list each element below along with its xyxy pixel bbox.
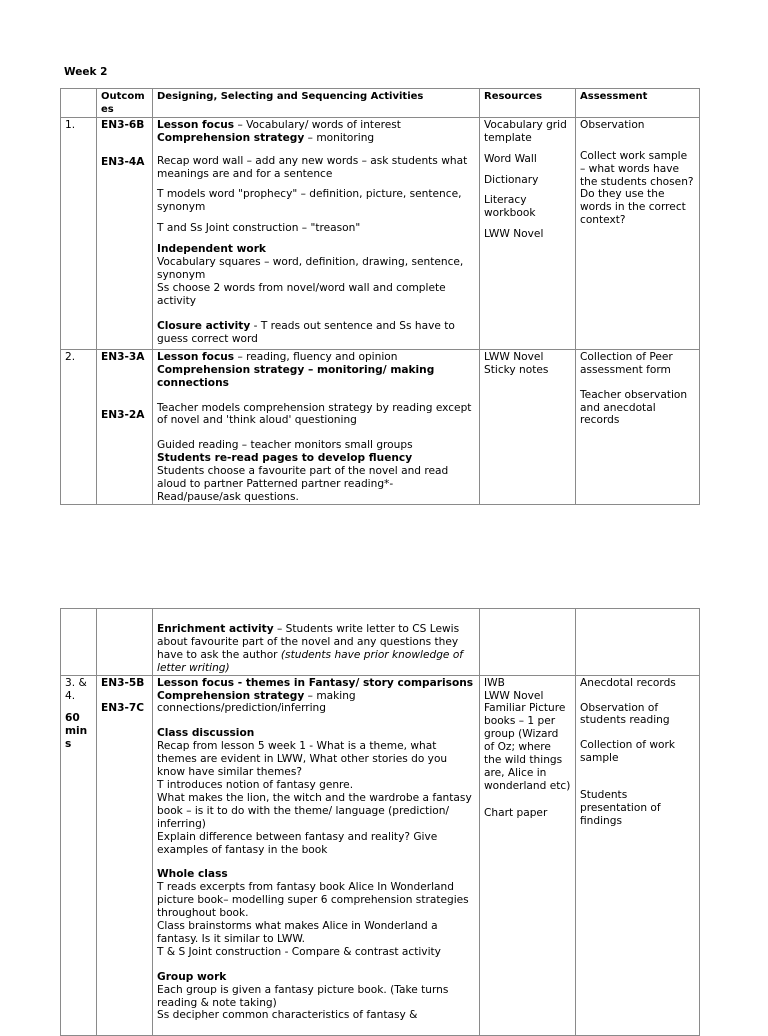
lesson-focus-text: – reading, fluency and opinion xyxy=(234,350,398,363)
session-number xyxy=(61,675,97,1035)
resource-item: LWW Novel xyxy=(484,350,544,363)
lesson-plan-table-2 xyxy=(60,608,700,1036)
activity-text: Recap from lesson 5 week 1 - What is a theme, what themes are evident in LWW, What other stories do you know have similar themes? xyxy=(157,740,448,779)
session-number xyxy=(61,609,97,676)
section-heading: Class discussion xyxy=(157,727,255,740)
strategy-label: Comprehension strategy xyxy=(157,131,305,144)
section-heading: Group work xyxy=(157,970,227,983)
activity-text: Class brainstorms what makes Alice in Wonderland a fantasy. Is it similar to LWW. xyxy=(157,920,438,945)
assessment-cell xyxy=(576,349,700,504)
session-number: 1. xyxy=(61,117,97,349)
activity-text: Ss choose 2 words from novel/word wall and complete activity xyxy=(157,281,446,307)
enrichment-label: Enrichment activity xyxy=(157,623,274,635)
week-label: Week 2 xyxy=(64,66,108,78)
resource-item: Word Wall xyxy=(484,152,537,165)
activities-cell xyxy=(153,349,480,504)
activity-text: Vocabulary squares – word, definition, drawing, sentence, synonym xyxy=(157,256,464,281)
outcomes-cell xyxy=(97,675,153,1035)
lesson-focus-text: – Vocabulary/ words of interest xyxy=(234,118,401,131)
assessment-item: Collect work sample – what words have the students chosen? Do they use the words in the correct context? xyxy=(580,149,694,227)
activity-text: What makes the lion, the witch and the wardrobe a fantasy book – is it to do with the theme/ language (prediction/ inferring) xyxy=(157,791,472,830)
resource-item: LWW Novel xyxy=(484,689,544,702)
strategy-text: – making connections/prediction/inferring xyxy=(157,689,356,715)
assessment-item: Collection of Peer assessment form xyxy=(580,350,673,376)
outcomes-cell xyxy=(97,349,153,504)
activity-text: T & S Joint construction - Compare & contrast activity xyxy=(157,945,441,958)
strategy-label: Comprehension strategy xyxy=(157,689,305,702)
resource-item: LWW Novel xyxy=(484,228,544,241)
section-heading: Independent work xyxy=(157,243,266,256)
assessment-item: Students presentation of findings xyxy=(580,789,661,827)
outcome-code: EN3-3A xyxy=(101,350,145,363)
header-row xyxy=(61,89,700,118)
enrichment-note: (students have prior knowledge of letter writing) xyxy=(157,648,464,674)
assessment-item: Collection of work sample xyxy=(580,739,675,765)
assessment-cell xyxy=(576,609,700,676)
enrichment-text: – Students write letter to CS Lewis about favourite part of the novel and any questions they have to ask the author xyxy=(157,623,460,661)
strategy-label: Comprehension strategy – monitoring/ making connections xyxy=(157,363,435,389)
lesson-plan-table-1 xyxy=(60,88,700,505)
resource-item: Literacy workbook xyxy=(484,194,536,220)
header-resources: Resources xyxy=(480,89,576,118)
resource-item: Sticky notes xyxy=(484,363,549,376)
header-outcomes: Outcomes xyxy=(97,89,153,118)
activity-text: Recap word wall – add any new words – ask students what meanings are and for a sentence xyxy=(157,154,468,180)
resources-cell xyxy=(480,349,576,504)
outcome-code: EN3-5B xyxy=(101,676,145,689)
activities-cell xyxy=(153,609,480,676)
closure-text: - T reads out sentence and Ss have to guess correct word xyxy=(157,319,455,345)
resource-item: Familiar Picture books – 1 per group (Wizard of Oz; where the wild things are, Alice in wonderland etc) xyxy=(484,702,571,792)
assessment-cell xyxy=(576,675,700,1035)
section-heading: Whole class xyxy=(157,868,228,881)
activity-text: Teacher models comprehension strategy by reading except of novel and 'think aloud' questioning xyxy=(157,401,472,427)
outcomes-cell xyxy=(97,117,153,349)
assessment-item: Anecdotal records xyxy=(580,676,676,689)
resources-cell xyxy=(480,609,576,676)
resource-item: Dictionary xyxy=(484,173,539,186)
header-session xyxy=(61,89,97,118)
section-heading: Students re-read pages to develop fluency xyxy=(157,452,413,465)
assessment-item: Teacher observation and anecdotal records xyxy=(580,388,688,427)
activity-text: T models word "prophecy" – definition, picture, sentence, synonym xyxy=(157,188,462,214)
header-assessment: Assessment xyxy=(576,89,700,118)
activity-text: T and Ss Joint construction – "treason" xyxy=(157,222,361,235)
outcome-code: EN3-6B xyxy=(101,118,145,131)
table-row xyxy=(61,117,700,349)
resources-cell xyxy=(480,675,576,1035)
outcome-code: EN3-2A xyxy=(101,408,145,421)
outcome-code: EN3-7C xyxy=(101,701,145,714)
session-label: 3. & 4. xyxy=(65,676,87,702)
activity-text: Guided reading – teacher monitors small groups xyxy=(157,439,413,452)
lesson-focus-label: Lesson focus xyxy=(157,118,235,131)
activities-cell xyxy=(153,675,480,1035)
resource-item: Vocabulary grid template xyxy=(484,118,567,144)
lesson-focus-label: Lesson focus - themes in Fantasy/ story comparisons xyxy=(157,676,474,689)
session-number: 2. xyxy=(61,349,97,504)
header-activities: Designing, Selecting and Sequencing Activities xyxy=(153,89,480,118)
activities-cell xyxy=(153,117,480,349)
assessment-item: Observation xyxy=(580,118,645,131)
table-row xyxy=(61,609,700,676)
outcome-code: EN3-4A xyxy=(101,155,145,168)
closure-label: Closure activity xyxy=(157,319,251,332)
outcomes-cell xyxy=(97,609,153,676)
assessment-item: Observation of students reading xyxy=(580,701,670,727)
table-row xyxy=(61,675,700,1035)
activity-text: Students choose a favourite part of the novel and read aloud to partner Patterned partner reading*- Read/pause/ask questions. xyxy=(157,465,449,503)
assessment-cell xyxy=(576,117,700,349)
activity-text: T reads excerpts from fantasy book Alice In Wonderland picture book– modelling super 6 comprehension strategies throughout book. xyxy=(157,881,469,920)
activity-text: Ss decipher common characteristics of fantasy & xyxy=(157,1009,418,1022)
resources-cell xyxy=(480,117,576,349)
resource-item: IWB xyxy=(484,676,505,689)
activity-text: Explain difference between fantasy and reality? Give examples of fantasy in the book xyxy=(157,830,438,856)
resource-item: Chart paper xyxy=(484,806,548,819)
activity-text: T introduces notion of fantasy genre. xyxy=(157,778,354,791)
strategy-text: – monitoring xyxy=(304,131,375,144)
lesson-focus-label: Lesson focus xyxy=(157,350,235,363)
duration-label: 60 mins xyxy=(65,712,88,751)
table-row xyxy=(61,349,700,504)
activity-text: Each group is given a fantasy picture book. (Take turns reading & note taking) xyxy=(157,983,449,1009)
